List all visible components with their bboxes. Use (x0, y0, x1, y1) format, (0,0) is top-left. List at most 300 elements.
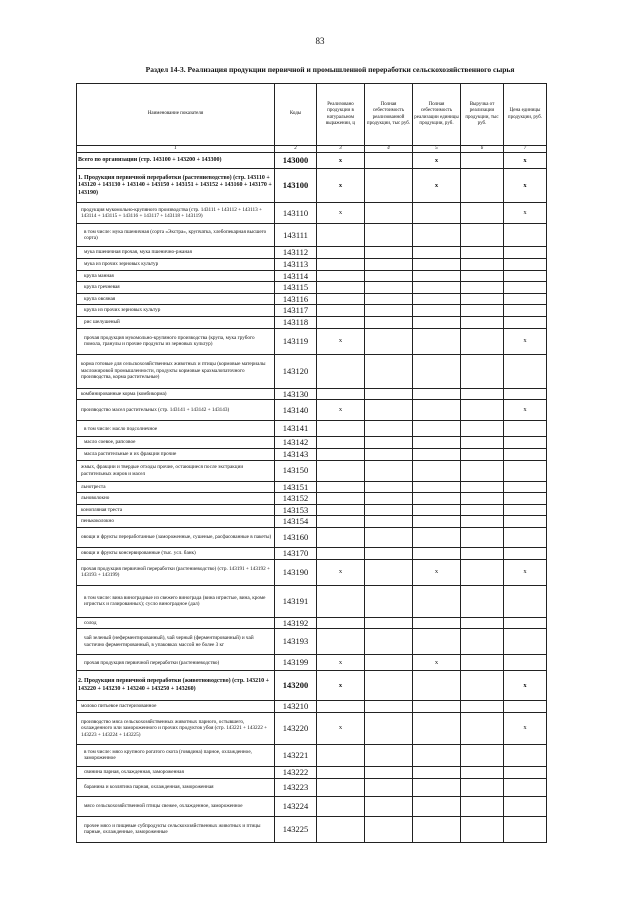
cell-col3 (317, 305, 365, 317)
cell-col7 (504, 224, 547, 247)
row-name: льноволокно (77, 493, 275, 505)
cell-col5 (413, 712, 461, 744)
cell-col3 (317, 528, 365, 548)
cell-col6 (461, 270, 504, 282)
cell-col5 (413, 293, 461, 305)
cell-col5 (413, 528, 461, 548)
row-name: прочее мясо и пищевые субпродукты сельскохозяйственных животных и птицы парные, охлажденные, замороженные (77, 816, 275, 842)
table-row (77, 203, 547, 224)
row-name: мука пшеничная прочая, мука пшенично-ржаная (77, 247, 275, 259)
cell-col7 (504, 796, 547, 816)
cell-col5 (413, 400, 461, 421)
cell-col7: x (504, 203, 547, 224)
cell-col6 (461, 203, 504, 224)
cell-col3 (317, 388, 365, 400)
cell-col7 (504, 481, 547, 493)
cell-col7 (504, 493, 547, 505)
cell-col5 (413, 629, 461, 655)
cell-col3 (317, 460, 365, 481)
cell-col5 (413, 354, 461, 388)
cell-col5 (413, 421, 461, 437)
header-col7: Цена единицы продукции, руб. (504, 84, 547, 146)
row-code: 143151 (275, 481, 317, 493)
cell-col6 (461, 655, 504, 671)
row-name: мука из прочих зерновых культур (77, 258, 275, 270)
table-row (77, 293, 547, 305)
col-number: 7 (504, 146, 547, 153)
cell-col7: x (504, 712, 547, 744)
cell-col4 (365, 481, 413, 493)
row-code: 143223 (275, 778, 317, 796)
table-row (77, 796, 547, 816)
cell-col6 (461, 388, 504, 400)
table-row (77, 516, 547, 528)
cell-col4 (365, 778, 413, 796)
cell-col5 (413, 766, 461, 778)
cell-col4 (365, 528, 413, 548)
cell-col6 (461, 778, 504, 796)
table-row (77, 437, 547, 449)
row-name: прочая продукция первичной переработки (растениеводство) (77, 655, 275, 671)
row-code: 143222 (275, 766, 317, 778)
cell-col5 (413, 460, 461, 481)
row-code: 143224 (275, 796, 317, 816)
cell-col6 (461, 701, 504, 713)
cell-col7 (504, 504, 547, 516)
row-name: овощи и фрукты переработанные (замороженные, сушеные, расфасованные в пакеты) (77, 528, 275, 548)
cell-col5 (413, 247, 461, 259)
cell-col7 (504, 437, 547, 449)
table-row (77, 617, 547, 629)
row-code: 143220 (275, 712, 317, 744)
cell-col7 (504, 460, 547, 481)
cell-col4 (365, 400, 413, 421)
cell-col6 (461, 585, 504, 617)
cell-col4 (365, 203, 413, 224)
row-code: 143193 (275, 629, 317, 655)
cell-col3 (317, 448, 365, 460)
row-name: свинина парная, охлажденная, замороженная (77, 766, 275, 778)
cell-col5 (413, 481, 461, 493)
row-code: 143225 (275, 816, 317, 842)
cell-col4 (365, 617, 413, 629)
cell-col4 (365, 516, 413, 528)
col-number: 4 (365, 146, 413, 153)
cell-col4 (365, 317, 413, 329)
row-code: 143140 (275, 400, 317, 421)
cell-col6 (461, 504, 504, 516)
cell-col4 (365, 224, 413, 247)
cell-col3 (317, 354, 365, 388)
cell-col6 (461, 617, 504, 629)
row-name: комбинированные корма (комбикорма) (77, 388, 275, 400)
cell-col3 (317, 796, 365, 816)
col-number: 1 (77, 146, 275, 153)
row-code: 143000 (275, 153, 317, 169)
row-code: 143110 (275, 203, 317, 224)
cell-col7: x (504, 169, 547, 203)
cell-col7 (504, 282, 547, 294)
row-name: льнотреста (77, 481, 275, 493)
cell-col3: x (317, 655, 365, 671)
row-name: в том числе: мука пшеничная (сорта «Экстра», крупчатка, хлебопекарная высшего сорта) (77, 224, 275, 247)
cell-col7 (504, 617, 547, 629)
cell-col6 (461, 712, 504, 744)
cell-col7: x (504, 328, 547, 354)
cell-col7 (504, 744, 547, 766)
cell-col5 (413, 493, 461, 505)
row-code: 143120 (275, 354, 317, 388)
cell-col7 (504, 629, 547, 655)
cell-col3 (317, 617, 365, 629)
row-name: крупа гречневая (77, 282, 275, 294)
cell-col4 (365, 421, 413, 437)
table-row (77, 282, 547, 294)
section-title: Раздел 14-3. Реализация продукции первичной и промышленной переработки сельскохозяйственного сырья (145, 65, 515, 74)
table-row (77, 317, 547, 329)
cell-col3: x (317, 712, 365, 744)
header-col5: Полная себестоимость реализации единицы продукции, руб. (413, 84, 461, 146)
page-number: 83 (315, 36, 325, 46)
row-code: 143114 (275, 270, 317, 282)
row-code: 143118 (275, 317, 317, 329)
row-code: 143150 (275, 460, 317, 481)
cell-col5 (413, 305, 461, 317)
row-code: 143115 (275, 282, 317, 294)
cell-col3 (317, 816, 365, 842)
cell-col5 (413, 448, 461, 460)
table-row (77, 354, 547, 388)
cell-col7 (504, 448, 547, 460)
row-code: 143111 (275, 224, 317, 247)
cell-col3: x (317, 328, 365, 354)
cell-col7 (504, 293, 547, 305)
cell-col5 (413, 437, 461, 449)
row-code: 143221 (275, 744, 317, 766)
row-name: производство мяса сельскохозяйственных животных парного, остывшего, охлажденного или замороженного и прочих продуктов убоя (стр. 143221 + 143222 + 143223 + 143224 + 143225) (77, 712, 275, 744)
cell-col7 (504, 388, 547, 400)
row-code: 143112 (275, 247, 317, 259)
cell-col7 (504, 305, 547, 317)
row-name: овощи и фрукты консервированные (тыс. усл. банк) (77, 548, 275, 560)
table-row (77, 421, 547, 437)
cell-col3 (317, 504, 365, 516)
cell-col3 (317, 224, 365, 247)
cell-col4 (365, 153, 413, 169)
cell-col5 (413, 796, 461, 816)
cell-col5 (413, 317, 461, 329)
cell-col6 (461, 816, 504, 842)
row-code: 143100 (275, 169, 317, 203)
table-row (77, 504, 547, 516)
row-code: 143141 (275, 421, 317, 437)
cell-col4 (365, 712, 413, 744)
cell-col6 (461, 421, 504, 437)
row-code: 143143 (275, 448, 317, 460)
cell-col6 (461, 629, 504, 655)
cell-col7 (504, 354, 547, 388)
cell-col4 (365, 655, 413, 671)
cell-col4 (365, 305, 413, 317)
row-name: солод (77, 617, 275, 629)
cell-col6 (461, 305, 504, 317)
cell-col5 (413, 328, 461, 354)
cell-col6 (461, 317, 504, 329)
row-code: 143191 (275, 585, 317, 617)
row-code: 143153 (275, 504, 317, 516)
cell-col6 (461, 282, 504, 294)
col-number: 5 (413, 146, 461, 153)
cell-col7 (504, 655, 547, 671)
cell-col3 (317, 744, 365, 766)
cell-col5 (413, 516, 461, 528)
cell-col5 (413, 617, 461, 629)
cell-col5 (413, 671, 461, 701)
cell-col4 (365, 293, 413, 305)
cell-col3: x (317, 169, 365, 203)
header-col4: Полная себестоимость реализованной продукции, тыс руб. (365, 84, 413, 146)
header-code: Коды (275, 84, 317, 146)
table-row (77, 559, 547, 585)
cell-col6 (461, 528, 504, 548)
cell-col6 (461, 448, 504, 460)
table-row (77, 712, 547, 744)
cell-col7 (504, 247, 547, 259)
cell-col4 (365, 247, 413, 259)
col-number: 3 (317, 146, 365, 153)
table-row (77, 629, 547, 655)
cell-col4 (365, 493, 413, 505)
row-code: 143210 (275, 701, 317, 713)
cell-col6 (461, 153, 504, 169)
row-name: корма готовые для сельскохозяйственных животных и птицы (кормовые материалы масложировой промышленности, продукты кормовые крахмалопаточного производства, корма растительные) (77, 354, 275, 388)
row-name: пенькоколокно (77, 516, 275, 528)
cell-col7: x (504, 671, 547, 701)
row-code: 143142 (275, 437, 317, 449)
header-col6: Выручка от реализации продукции, тыс руб. (461, 84, 504, 146)
row-name: крупа из прочих зерновых культур (77, 305, 275, 317)
row-name: 2. Продукция первичной переработки (животноводство) (стр. 143210 + 143220 + 143230 + 143240 + 143250 + 143260) (77, 671, 275, 701)
cell-col6 (461, 671, 504, 701)
cell-col6 (461, 247, 504, 259)
table-row (77, 270, 547, 282)
cell-col4 (365, 460, 413, 481)
cell-col3: x (317, 400, 365, 421)
row-name: баранина и козлятина парная, охлажденная, замороженная (77, 778, 275, 796)
cell-col3 (317, 293, 365, 305)
cell-col5 (413, 270, 461, 282)
cell-col4 (365, 559, 413, 585)
row-code: 143192 (275, 617, 317, 629)
cell-col3 (317, 548, 365, 560)
cell-col4 (365, 671, 413, 701)
row-name: прочая продукция мукомольно-крупяного производства (крупа, мука грубого помола, гранулы и прочие продукты из зерновых культур) (77, 328, 275, 354)
row-name: жмых, фракции и твердые отходы прочие, остающиеся после экстракции растительных жиров и масел (77, 460, 275, 481)
cell-col6 (461, 437, 504, 449)
cell-col6 (461, 744, 504, 766)
row-code: 143154 (275, 516, 317, 528)
table-row (77, 153, 547, 169)
cell-col3 (317, 437, 365, 449)
cell-col6 (461, 328, 504, 354)
cell-col7 (504, 701, 547, 713)
cell-col5 (413, 816, 461, 842)
cell-col3 (317, 247, 365, 259)
cell-col5 (413, 504, 461, 516)
row-name: масла растительные и их фракции прочие (77, 448, 275, 460)
row-name: чай зеленый (неферментированный), чай черный (ферментированный) и чай частично ферментированный, в упаковках массой не более 3 кг (77, 629, 275, 655)
row-name: крупа манная (77, 270, 275, 282)
row-code: 143116 (275, 293, 317, 305)
row-name: 1. Продукция первичной переработки (растениеводство) (стр. 143110 + 143120 + 143130 + 143140 + 143150 + 143151 + 143152 + 143160 + 143170 + 143190) (77, 169, 275, 203)
cell-col6 (461, 258, 504, 270)
table-row (77, 305, 547, 317)
cell-col3 (317, 493, 365, 505)
table-row (77, 448, 547, 460)
cell-col4 (365, 437, 413, 449)
table-row (77, 816, 547, 842)
cell-col6 (461, 796, 504, 816)
cell-col5: x (413, 153, 461, 169)
cell-col7 (504, 528, 547, 548)
row-name: в том числе: мясо крупного рогатого скота (говядина) парное, охлажденное, замороженное (77, 744, 275, 766)
cell-col5: x (413, 655, 461, 671)
cell-col6 (461, 400, 504, 421)
table-row (77, 766, 547, 778)
cell-col3 (317, 282, 365, 294)
cell-col4 (365, 282, 413, 294)
cell-col4 (365, 766, 413, 778)
row-name: крупа овсяная (77, 293, 275, 305)
cell-col3: x (317, 203, 365, 224)
table-row (77, 460, 547, 481)
cell-col5 (413, 203, 461, 224)
cell-col6 (461, 460, 504, 481)
cell-col3: x (317, 153, 365, 169)
header-col3: Реализовано продукции в натуральном выражении, ц (317, 84, 365, 146)
row-code: 143130 (275, 388, 317, 400)
table-row (77, 258, 547, 270)
cell-col5 (413, 388, 461, 400)
cell-col3 (317, 481, 365, 493)
table-row (77, 481, 547, 493)
cell-col5 (413, 282, 461, 294)
row-code: 143190 (275, 559, 317, 585)
row-name: конопляная треста (77, 504, 275, 516)
row-code: 143152 (275, 493, 317, 505)
row-name: прочая продукция первичной переработки (растениеводство) (стр. 143191 + 143192 + 143193 + 143199) (77, 559, 275, 585)
cell-col6 (461, 354, 504, 388)
cell-col7 (504, 778, 547, 796)
cell-col4 (365, 448, 413, 460)
cell-col5: x (413, 169, 461, 203)
cell-col7: x (504, 559, 547, 585)
cell-col7 (504, 317, 547, 329)
row-name: рис шелушеный (77, 317, 275, 329)
cell-col3 (317, 701, 365, 713)
cell-col7 (504, 421, 547, 437)
cell-col5 (413, 224, 461, 247)
cell-col7 (504, 258, 547, 270)
cell-col5 (413, 744, 461, 766)
row-code: 143170 (275, 548, 317, 560)
cell-col4 (365, 270, 413, 282)
row-code: 143119 (275, 328, 317, 354)
cell-col7 (504, 816, 547, 842)
cell-col3 (317, 270, 365, 282)
cell-col6 (461, 293, 504, 305)
cell-col4 (365, 629, 413, 655)
cell-col6 (461, 493, 504, 505)
row-name: в том числе: масло подсолнечное (77, 421, 275, 437)
row-name: мясо сельскохозяйственной птицы свежее, охлажденное, замороженное (77, 796, 275, 816)
cell-col4 (365, 701, 413, 713)
cell-col5 (413, 585, 461, 617)
row-code: 143199 (275, 655, 317, 671)
cell-col4 (365, 796, 413, 816)
row-name: масло соевое, рапсовое (77, 437, 275, 449)
table-row (77, 548, 547, 560)
cell-col4 (365, 744, 413, 766)
cell-col7: x (504, 153, 547, 169)
table-row (77, 655, 547, 671)
cell-col7 (504, 516, 547, 528)
table-row (77, 744, 547, 766)
row-code: 143113 (275, 258, 317, 270)
cell-col3 (317, 258, 365, 270)
cell-col6 (461, 559, 504, 585)
col-number: 6 (461, 146, 504, 153)
row-code: 143160 (275, 528, 317, 548)
row-name: продукция мукомольно-крупяного производства (стр. 143111 + 143112 + 143113 + 143114 + 143115 + 143116 + 143117 + 143118 + 143119) (77, 203, 275, 224)
row-name: производство масел растительных (стр. 143141 + 143142 + 143143) (77, 400, 275, 421)
cell-col4 (365, 504, 413, 516)
cell-col4 (365, 169, 413, 203)
cell-col3 (317, 516, 365, 528)
row-name: в том числе: вина виноградные из свежего винограда (вина игристые, вина, кроме игристых и газированных); сусло виноградное (дал) (77, 585, 275, 617)
table-row (77, 585, 547, 617)
cell-col3 (317, 317, 365, 329)
table-row (77, 493, 547, 505)
cell-col4 (365, 816, 413, 842)
cell-col6 (461, 516, 504, 528)
cell-col6 (461, 224, 504, 247)
table-row (77, 169, 547, 203)
cell-col6 (461, 548, 504, 560)
cell-col3 (317, 766, 365, 778)
table-row (77, 528, 547, 548)
cell-col5 (413, 701, 461, 713)
table-row (77, 701, 547, 713)
cell-col7 (504, 548, 547, 560)
data-table (76, 83, 547, 843)
cell-col6 (461, 169, 504, 203)
cell-col6 (461, 766, 504, 778)
cell-col4 (365, 354, 413, 388)
table-row (77, 388, 547, 400)
cell-col5: x (413, 559, 461, 585)
cell-col4 (365, 328, 413, 354)
cell-col3 (317, 778, 365, 796)
cell-col4 (365, 388, 413, 400)
row-code: 143200 (275, 671, 317, 701)
table-row (77, 224, 547, 247)
table-row (77, 400, 547, 421)
cell-col3 (317, 421, 365, 437)
cell-col5 (413, 778, 461, 796)
cell-col3 (317, 585, 365, 617)
cell-col3 (317, 629, 365, 655)
